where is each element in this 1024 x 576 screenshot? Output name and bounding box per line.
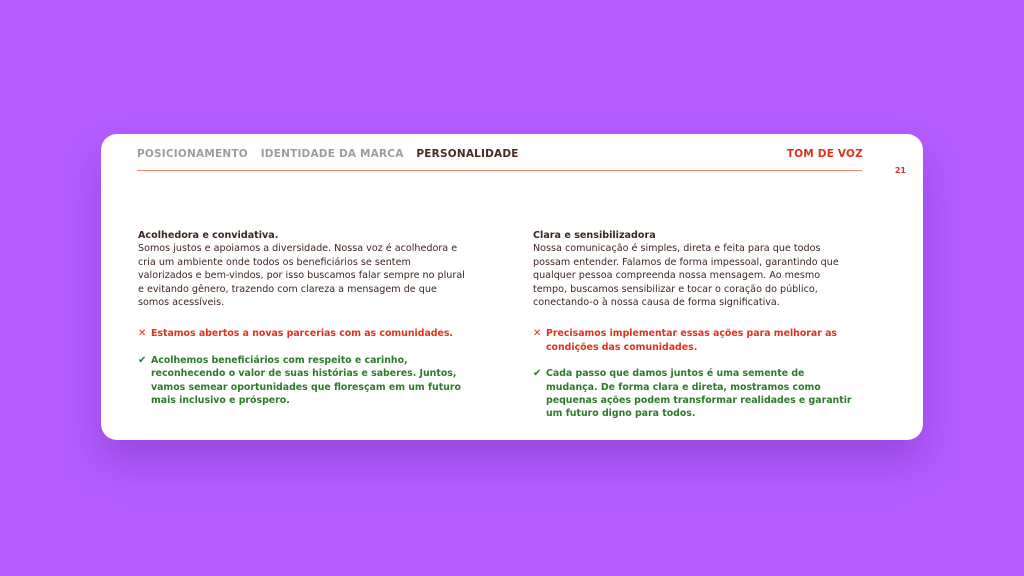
document-card [101, 134, 923, 440]
do-example [138, 354, 468, 408]
check-icon: ✔ [138, 354, 147, 366]
dont-example [533, 327, 853, 354]
check-icon: ✔ [533, 368, 542, 380]
do-example [533, 367, 853, 421]
section-title: TOM DE VOZ [786, 148, 863, 160]
dont-example-text: Precisamos implementar essas ações para melhorar as condições das comunidades. [546, 328, 838, 353]
page-number: 21 [894, 166, 906, 175]
do-example-text: Cada passo que damos juntos é uma semente de mudança. De forma clara e direta, mostramos como pequenas ações podem transformar realidades e garantir um futuro digno para todos. [546, 368, 852, 420]
column-right [533, 229, 853, 421]
column-left [138, 229, 468, 407]
header-divider [137, 170, 862, 171]
breadcrumb-nav [137, 148, 528, 160]
column-title: Clara e sensibilizadora [533, 230, 656, 241]
nav-item-posicionamento[interactable]: POSICIONAMENTO [137, 148, 248, 160]
column-title: Acolhedora e convidativa. [138, 230, 279, 241]
column-body: Nossa comunicação é simples, direta e feita para que todos possam entender. Falamos de forma impessoal, garantindo que qualquer pessoa compreenda nossa mensagem. Ao mesmo tempo, buscamos sensibilizar e tocar o coração do público, conectando-o à nossa causa de forma significativa. [533, 243, 839, 309]
nav-item-personalidade[interactable]: PERSONALIDADE [416, 148, 519, 160]
dont-example-text: Estamos abertos a novas parcerias com as comunidades. [151, 328, 453, 340]
dont-example [138, 327, 468, 340]
nav-item-identidade-da-marca[interactable]: IDENTIDADE DA MARCA [260, 148, 404, 160]
column-body: Somos justos e apoiamos a diversidade. Nossa voz é acolhedora e cria um ambiente onde todos os beneficiários se sentem valorizados e bem-vindos, por isso buscamos falar sempre no plural e evitando gênero, trazendo com clareza a mensagem de que somos acessíveis. [138, 243, 465, 309]
x-icon: ✕ [533, 328, 542, 340]
x-icon: ✕ [138, 328, 147, 340]
do-example-text: Acolhemos beneficiários com respeito e carinho, reconhecendo o valor de suas histórias e saberes. Juntos, vamos semear oportunidades que floresçam em um futuro mais inclusivo e próspero. [151, 354, 461, 407]
